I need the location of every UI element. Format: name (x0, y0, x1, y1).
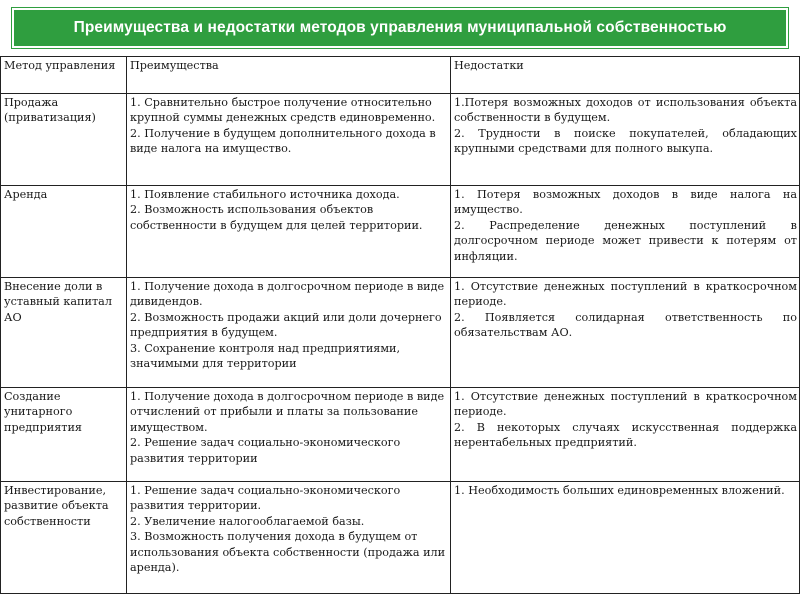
disadvantage-item: 2. В некоторых случаях искусственная поддержка нерентабельных предприятий. (454, 420, 797, 450)
advantage-item: 1. Получение дохода в долгосрочном периоде в виде отчислений от прибыли и платы за пользование имуществом. (130, 390, 445, 434)
methods-table (0, 56, 800, 594)
header-method: Метод управления (1, 57, 127, 94)
advantage-item: 3. Возможность получения дохода в будущем от использования объекта собственности (продажа или аренда). (130, 530, 446, 575)
table-row (1, 278, 800, 388)
disadvantage-item: 2. Распределение денежных поступлений в долгосрочном периоде может привести к потерям от инфляции. (454, 218, 797, 263)
advantages-cell (127, 482, 451, 594)
table-header-row (1, 57, 800, 94)
advantage-item: 1. Получение дохода в долгосрочном периоде в виде дивидендов. (130, 280, 445, 309)
disadvantages-cell (451, 388, 800, 482)
disadvantage-item: 1. Необходимость больших единовременных вложений. (454, 484, 785, 497)
advantage-item: 2. Возможность продажи акций или доли дочернего предприятия в будущем. (130, 310, 442, 340)
method-cell: Аренда (1, 186, 127, 278)
method-cell: Инвестирование, развитие объекта собственности (1, 482, 127, 594)
disadvantage-item: 1. Потеря возможных доходов в виде налога на имущество. (454, 188, 797, 217)
table-row (1, 94, 800, 186)
advantages-cell (127, 388, 451, 482)
header-advantages: Преимущества (127, 57, 451, 94)
method-cell: Внесение доли в уставный капитал АО (1, 278, 127, 388)
advantages-cell (127, 278, 451, 388)
page-title: Преимущества и недостатки методов управления муниципальной собственностью (73, 19, 727, 36)
disadvantages-cell (451, 278, 800, 388)
disadvantage-item: 1.Потеря возможных доходов от использования объекта собственности в будущем. (454, 96, 797, 125)
advantage-item: 2. Решение задач социально-экономического развития территории (130, 436, 401, 465)
title-bar (12, 8, 788, 48)
table-row (1, 482, 800, 594)
advantage-item: 2. Возможность использования объектов собственности в будущем для целей территории. (130, 203, 423, 232)
advantage-item: 2. Получение в будущем дополнительного дохода в виде налога на имущество. (130, 126, 436, 156)
header-disadvantages: Недостатки (451, 57, 800, 94)
disadvantage-item: 2. Трудности в поиске покупателей, обладающих крупными средствами для полного выкупа. (454, 126, 797, 156)
advantages-cell (127, 94, 451, 186)
disadvantage-item: 1. Отсутствие денежных поступлений в краткосрочном периоде. (454, 280, 797, 309)
method-cell: Создание унитарного предприятия (1, 388, 127, 482)
advantage-item: 1. Решение задач социально-экономического развития территории. (130, 484, 401, 513)
advantage-item: 1. Сравнительно быстрое получение относительно крупной суммы денежных средств единовременно. (130, 96, 436, 125)
disadvantages-cell (451, 482, 800, 594)
disadvantages-cell (451, 94, 800, 186)
disadvantage-item: 1. Отсутствие денежных поступлений в краткосрочном периоде. (454, 390, 797, 419)
method-cell: Продажа (приватизация) (1, 94, 127, 186)
disadvantages-cell (451, 186, 800, 278)
advantage-item: 1. Появление стабильного источника дохода. (130, 188, 400, 201)
advantage-item: 3. Сохранение контроля над предприятиями, значимыми для территории (130, 341, 401, 371)
table-row (1, 388, 800, 482)
disadvantage-item: 2. Появляется солидарная ответственность по обязательствам АО. (454, 310, 797, 340)
table-row (1, 186, 800, 278)
advantages-cell (127, 186, 451, 278)
advantage-item: 2. Увеличение налогооблагаемой базы. (130, 514, 365, 528)
